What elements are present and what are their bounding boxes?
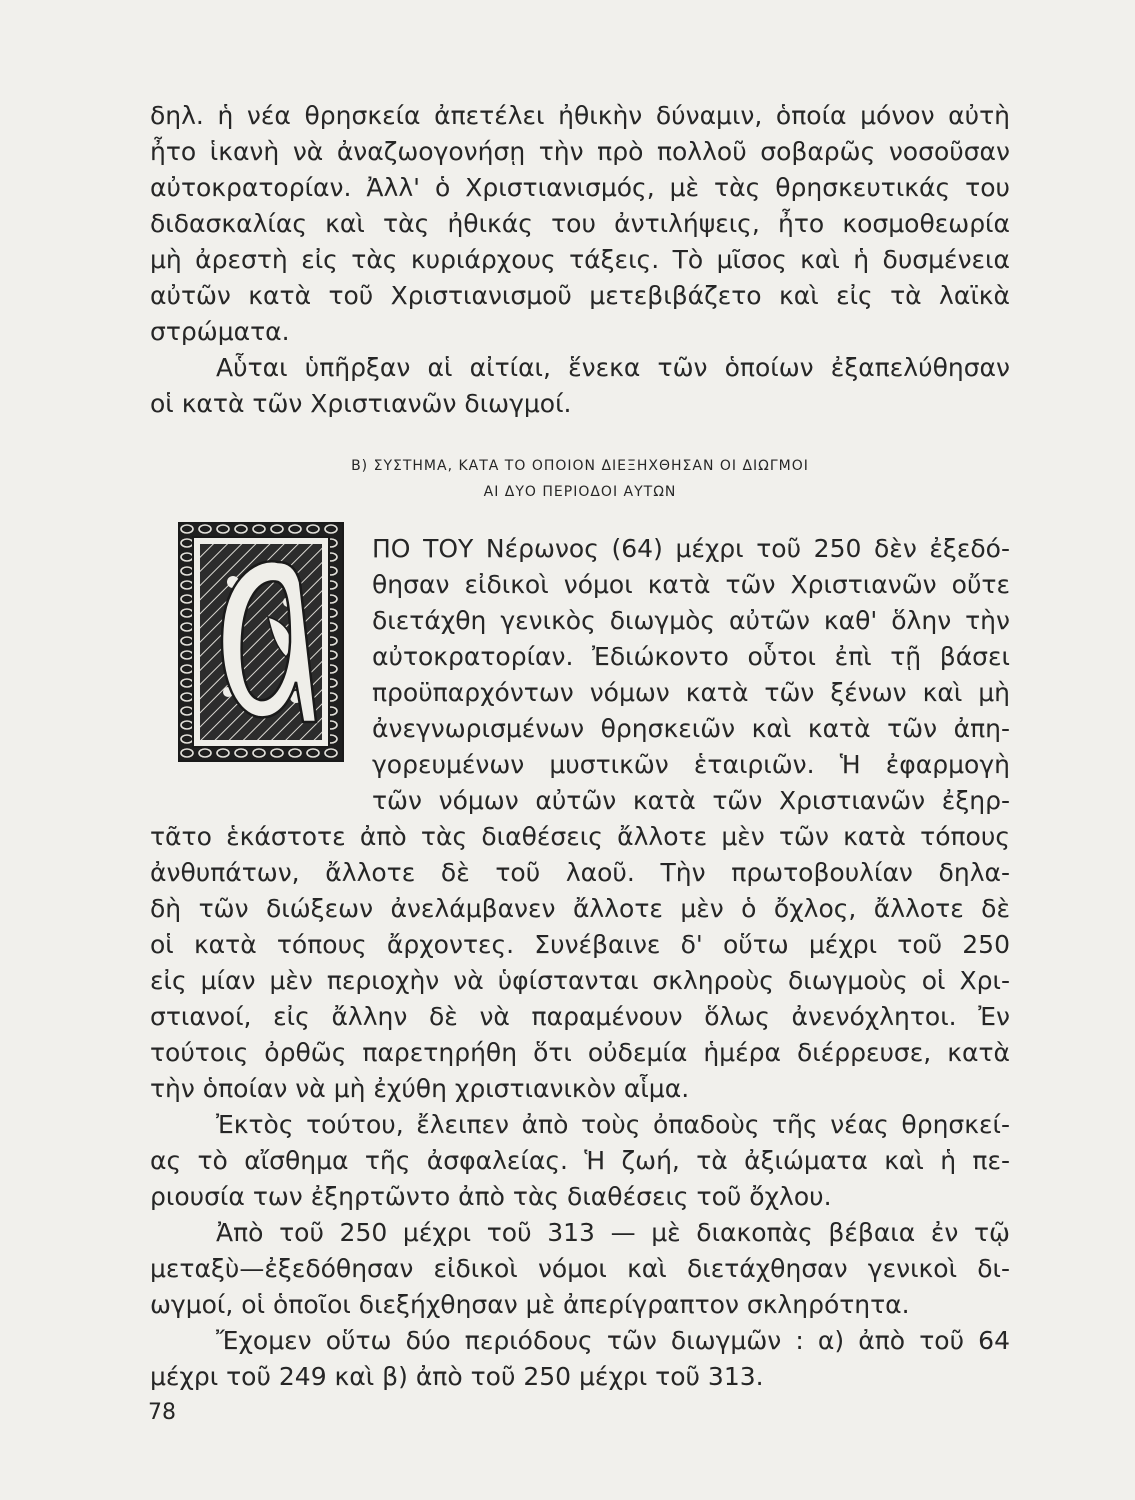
- text-line: μέχρι τοῦ 249 καὶ β) ἀπὸ τοῦ 250 μέχρι τοῦ 313.: [150, 1362, 764, 1391]
- section-heading-line2: ΑΙ ΔΥΟ ΠΕΡΙΟΔΟΙ ΑΥΤΩΝ: [483, 484, 677, 500]
- text-line: οἱ κατὰ τῶν Χριστιανῶν διωγμοί.: [150, 389, 572, 418]
- section-heading-line1: Β) ΣΥΣΤΗΜΑ, ΚΑΤΑ ΤΟ ΟΠΟΙΟΝ ΔΙΕΞΗΧΘΗΣΑΝ ΟΙ ΔΙΩΓΜΟΙ: [351, 458, 809, 474]
- text-line: προϋπαρχόντων νόμων κατὰ τῶν ξένων καὶ μὴ: [372, 678, 1010, 707]
- text-line: αὐτοκρατορίαν. Ἀλλ' ὁ Χριστιανισμός, μὲ τὰς θρησκευτικάς του: [150, 173, 1010, 202]
- text-line: αὐτοκρατορίαν. Ἐδιώκοντο οὗτοι ἐπὶ τῇ βάσει: [372, 642, 1010, 671]
- text-line: τῶν νόμων αὐτῶν κατὰ τῶν Χριστιανῶν ἐξηρ-: [372, 786, 1010, 815]
- text-line: στιανοί, εἰς ἄλλην δὲ νὰ παραμένουν ὅλως ἀνενόχλητοι. Ἐν: [150, 1002, 1010, 1031]
- text-line: οἱ κατὰ τόπους ἄρχοντες. Συνέβαινε δ' οὕτω μέχρι τοῦ 250: [150, 930, 1010, 959]
- text-line: ἀνεγνωρισμένων θρησκειῶν καὶ κατὰ τῶν ἀπη-: [372, 714, 1010, 743]
- text-line: ΠΟ ΤΟΥ Νέρωνος (64) μέχρι τοῦ 250 δὲν ἐξεδό-: [372, 534, 1010, 563]
- text-line: ας τὸ αἴσθημα τῆς ἀσφαλείας. Ἡ ζωή, τὰ ἀξιώματα καὶ ἡ πε-: [150, 1146, 1010, 1175]
- text-line: γορευμένων μυστικῶν ἑταιριῶν. Ἡ ἐφαρμογὴ: [372, 750, 1010, 779]
- text-line: εἰς μίαν μὲν περιοχὴν νὰ ὑφίστανται σκληροὺς διωγμοὺς οἱ Χρι-: [150, 966, 1010, 995]
- text-line: τᾶτο ἑκάστοτε ἀπὸ τὰς διαθέσεις ἄλλοτε μὲν τῶν κατὰ τόπους: [150, 822, 1010, 851]
- text-line: ωγμοί, οἱ ὁποῖοι διεξήχθησαν μὲ ἀπερίγραπτον σκληρότητα.: [150, 1290, 910, 1319]
- text-line: δηλ. ἡ νέα θρησκεία ἀπετέλει ἠθικὴν δύναμιν, ὁποία μόνον αὐτὴ: [150, 101, 1010, 130]
- text-line: τούτοις ὀρθῶς παρετηρήθη ὅτι οὐδεμία ἡμέρα διέρρευσε, κατὰ: [150, 1038, 1010, 1067]
- text-line: Ἐκτὸς τούτου, ἔλειπεν ἀπὸ τοὺς ὀπαδοὺς τῆς νέας θρησκεί-: [216, 1110, 1010, 1139]
- drop-cap-ornament: [178, 522, 344, 762]
- text-line: διετάχθη γενικὸς διωγμὸς αὐτῶν καθ' ὅλην τὴν: [372, 606, 1010, 635]
- text-line: θησαν εἰδικοὶ νόμοι κατὰ τῶν Χριστιανῶν οὔτε: [372, 570, 1010, 599]
- text-line: στρώματα.: [150, 317, 290, 346]
- text-line: Ἀπὸ τοῦ 250 μέχρι τοῦ 313 — μὲ διακοπὰς βέβαια ἐν τῷ: [216, 1218, 1010, 1247]
- text-line: Αὗται ὑπῆρξαν αἱ αἰτίαι, ἕνεκα τῶν ὁποίων ἐξαπελύθησαν: [216, 353, 1010, 382]
- page-number: 78: [148, 1400, 176, 1425]
- text-line: ἦτο ἱκανὴ νὰ ἀναζωογονήσῃ τὴν πρὸ πολλοῦ σοβαρῶς νοσοῦσαν: [150, 137, 1010, 166]
- text-line: μεταξὺ—ἐξεδόθησαν εἰδικοὶ νόμοι καὶ διετάχθησαν γενικοὶ δι-: [150, 1254, 1010, 1283]
- text-line: τὴν ὁποίαν νὰ μὴ ἐχύθη χριστιανικὸν αἷμα.: [150, 1074, 690, 1103]
- text-line: μὴ ἀρεστὴ εἰς τὰς κυριάρχους τάξεις. Τὸ μῖσος καὶ ἡ δυσμένεια: [150, 245, 1010, 274]
- text-line: ἀνθυπάτων, ἄλλοτε δὲ τοῦ λαοῦ. Τὴν πρωτοβουλίαν δηλα-: [150, 858, 1010, 887]
- text-line: διδασκαλίας καὶ τὰς ἠθικάς του ἀντιλήψεις, ἦτο κοσμοθεωρία: [150, 209, 1010, 238]
- text-line: Ἔχομεν οὕτω δύο περιόδους τῶν διωγμῶν : α) ἀπὸ τοῦ 64: [216, 1326, 1010, 1355]
- text-line: δὴ τῶν διώξεων ἀνελάμβανεν ἄλλοτε μὲν ὁ ὄχλος, ἄλλοτε δὲ: [150, 894, 1010, 923]
- text-line: ριουσία των ἐξηρτῶντο ἀπὸ τὰς διαθέσεις τοῦ ὄχλου.: [150, 1182, 832, 1211]
- text-line: αὐτῶν κατὰ τοῦ Χριστιανισμοῦ μετεβιβάζετο καὶ εἰς τὰ λαϊκὰ: [150, 281, 1010, 310]
